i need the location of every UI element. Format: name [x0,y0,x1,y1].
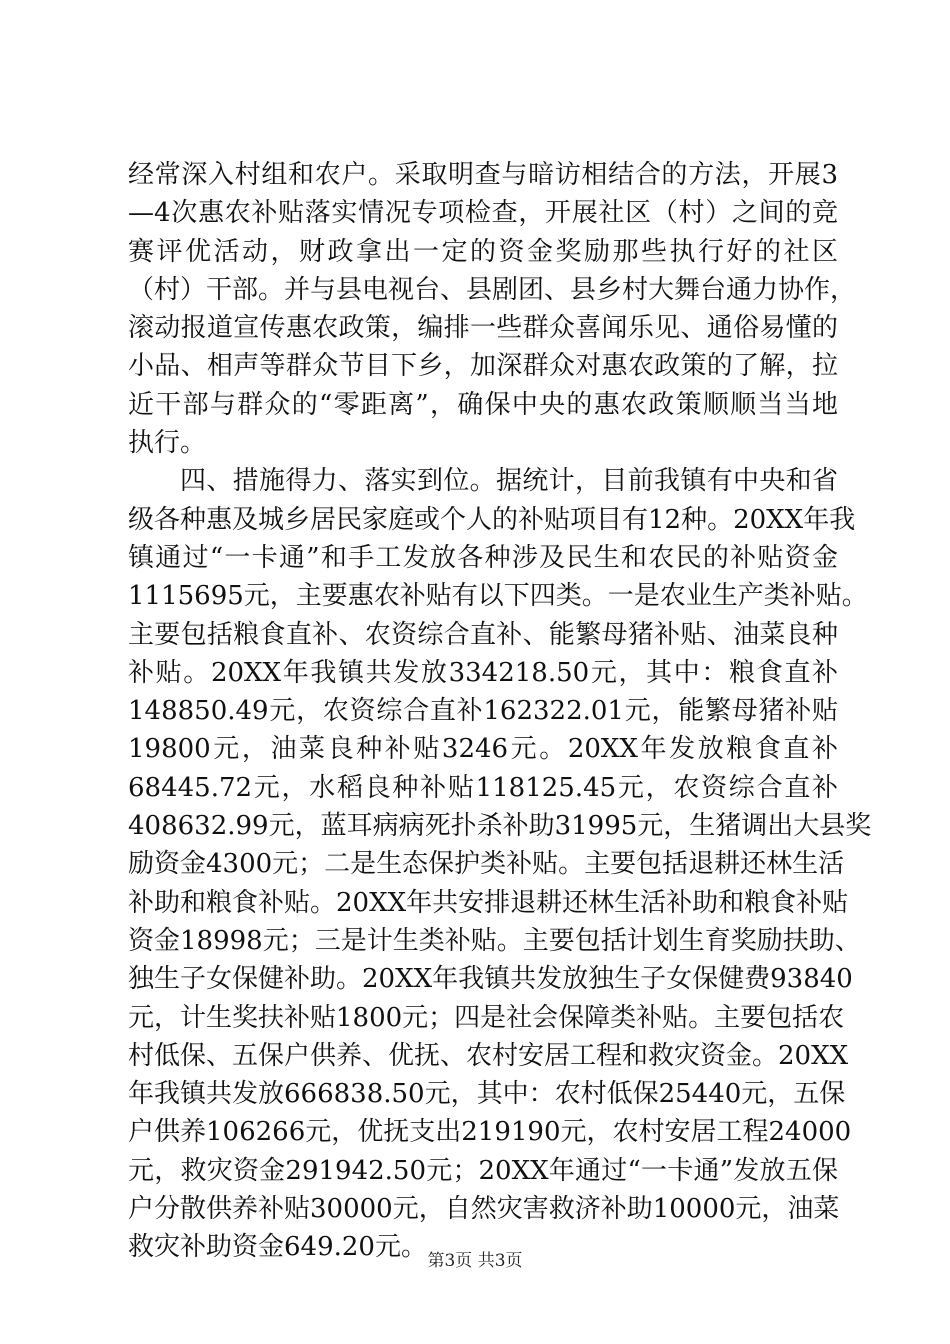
text-line: 救灾补助资金649.20元。 [128,1232,427,1263]
text-line: 户分散供养补贴30000元，自然灾害救济补助10000元，油菜 [128,1194,840,1225]
text-line: 级各种惠及城乡居民家庭或个人的补贴项目有12种。20XX年我 [128,504,856,535]
text-line: 励资金4300元；二是生态保护类补贴。主要包括退耕还林生活 [128,849,845,880]
text-line: 小品、相声等群众节目下乡，加深群众对惠农政策的了解，拉 [128,351,838,382]
text-line: 主要包括粮食直补、农资综合直补、能繁母猪补贴、油菜良种 [128,619,838,650]
text-line: （村）干部。并与县电视台、县剧团、县乡村大舞台通力协作， [128,274,857,305]
text-line: 镇通过“一卡通”和手工发放各种涉及民生和农民的补贴资金 [128,542,838,573]
text-line: 年我镇共发放666838.50元，其中：农村低保25440元，五保 [128,1079,846,1110]
text-line: 户供养106266元，优抚支出219190元，农村安居工程24000 [128,1117,852,1148]
paragraph-start-line: 四、措施得力、落实到位。据统计，目前我镇有中央和省 [180,466,838,497]
text-line: 执行。 [128,428,207,459]
text-line: 元，计生奖扶补贴1800元；四是社会保障类补贴。主要包括农 [128,1002,845,1033]
text-line: 元，救灾资金291942.50元；20XX年通过“一卡通”发放五保 [128,1155,838,1186]
text-line: 赛评优活动，财政拿出一定的资金奖励那些执行好的社区 [128,236,838,267]
text-line: 滚动报道宣传惠农政策，编排一些群众喜闻乐见、通俗易懂的 [128,313,838,344]
document-body [128,156,872,1267]
text-line: 村低保、五保户供养、优抚、农村安居工程和救灾资金。20XX [128,1040,849,1071]
text-line: 148850.49元，农资综合直补162322.01元，能繁母猪补贴 [128,696,838,727]
page-number-footer: 第3页 共3页 [427,1251,523,1271]
text-line: 19800元，油菜良种补贴3246元。20XX年发放粮食直补 [128,734,838,765]
text-line: —4次惠农补贴落实情况专项检查，开展社区（村）之间的竞 [128,198,838,229]
text-line: 补贴。20XX年我镇共发放334218.50元，其中：粮食直补 [128,657,838,688]
text-line: 资金18998元；三是计生类补贴。主要包括计划生育奖励扶助、 [128,925,861,956]
text-line: 经常深入村组和农户。采取明查与暗访相结合的方法，开展3 [128,160,838,190]
text-line: 补助和粮食补贴。20XX年共安排退耕还林生活补助和粮食补贴 [128,887,849,918]
text-line: 408632.99元，蓝耳病病死扑杀补助31995元，生猪调出大县奖 [128,811,872,842]
text-line: 独生子女保健补助。20XX年我镇共发放独生子女保健费93840 [128,964,853,995]
text-line: 68445.72元，水稻良种补贴118125.45元，农资综合直补 [128,772,838,803]
text-line: 近干部与群众的“零距离”，确保中央的惠农政策顺顺当当地 [128,389,838,420]
text-line: 1115695元，主要惠农补贴有以下四类。一是农业生产类补贴。 [128,581,868,612]
